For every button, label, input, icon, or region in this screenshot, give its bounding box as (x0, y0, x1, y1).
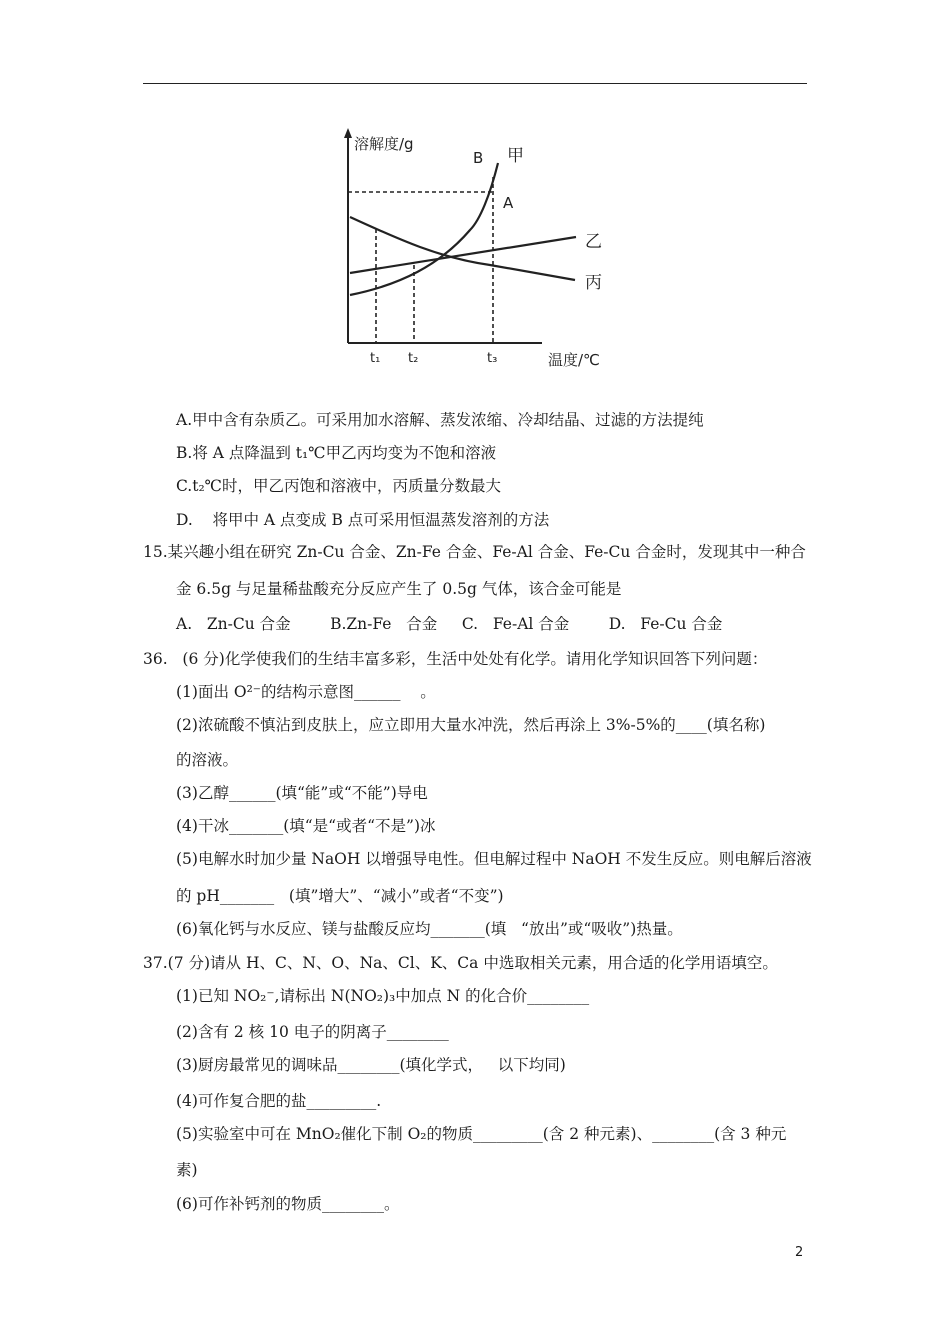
option-a-line: A.甲中含有杂质乙。可采用加水溶解、蒸发浓缩、冷却结晶、过滤的方法提纯 (176, 411, 704, 429)
question-37-item-2: (2)含有 2 核 10 电子的阴离子________ (176, 1023, 449, 1041)
point-label-a: A (503, 194, 514, 212)
y-axis-label: 溶解度/g (354, 135, 414, 153)
question-36-item-5-cont: 的 pH_______ (填”增大”、“减小”或者“不变”) (176, 887, 504, 905)
question-36-item-1: (1)面出 O²⁻的结构示意图______ 。 (176, 683, 436, 701)
question-15-line-1: 15.某兴趣小组在研究 Zn-Cu 合金、Zn-Fe 合金、Fe-Al 合金、Fe-Cu 合金时，发现其中一种合 (143, 543, 806, 561)
question-36-item-5: (5)电解水时加少量 NaOH 以增强导电性。但电解过程中 NaOH 不发生反应。则电解后溶液 (176, 850, 812, 868)
question-37-item-3: (3)厨房最常见的调味品________(填化学式， 以下均同) (176, 1056, 566, 1074)
solubility-figure (330, 125, 630, 375)
question-36-item-3: (3)乙醇______(填“能”或“不能”)导电 (176, 784, 428, 802)
curve-yi (350, 237, 576, 273)
option-c-line: C.t₂℃时，甲乙丙饱和溶液中，丙质量分数最大 (176, 477, 502, 495)
question-37-item-5: (5)实验室中可在 MnO₂催化下制 O₂的物质_________(含 2 种元素)、________(含 3 种元 (176, 1125, 787, 1143)
question-37-item-1: (1)已知 NO₂⁻,请标出 N(NO₂)₃中加点 N 的化合价________ (176, 987, 590, 1005)
option-d-line: D. 将甲中 A 点变成 B 点可采用恒温蒸发溶剂的方法 (176, 511, 550, 529)
question-36-item-6: (6)氧化钙与水反应、镁与盐酸反应均_______(填 “放出”或“吸收”)热量。 (176, 920, 683, 938)
question-37-item-4: (4)可作复合肥的盐_________. (176, 1092, 382, 1110)
option-b-line: B.将 A 点降温到 t₁℃甲乙丙均变为不饱和溶液 (176, 444, 497, 462)
question-36-item-2: (2)浓硫酸不慎沾到皮肤上，应立即用大量水冲洗，然后再涂上 3%-5%的____(填名称) (176, 716, 766, 734)
curve-bing (350, 217, 575, 280)
tick-t3: t₃ (487, 351, 498, 366)
question-15-options: A. Zn-Cu 合金 B.Zn-Fe 合金 C. Fe-Al 合金 D. Fe-Cu 合金 (176, 615, 723, 633)
question-37-item-6: (6)可作补钙剂的物质________。 (176, 1195, 400, 1213)
question-36-item-2-cont: 的溶液。 (176, 751, 239, 769)
question-36-item-4: (4)干冰_______(填“是“或者“不是”)冰 (176, 817, 436, 835)
curve-jia (350, 163, 498, 295)
question-37-item-5-cont: 素) (176, 1161, 198, 1179)
question-37-heading: 37.(7 分)请从 H、C、N、O、Na、Cl、K、Ca 中选取相关元素，用合适的化学用语填空。 (143, 954, 778, 972)
curve-label-jia: 甲 (507, 146, 524, 166)
x-axis-label: 温度/℃ (548, 351, 600, 369)
question-36-heading: 36. (6 分)化学使我们的生结丰富多彩，生活中处处有化学。请用化学知识回答下列问题： (143, 650, 768, 668)
curve-label-yi: 乙 (585, 232, 602, 252)
y-axis-arrow (344, 128, 352, 138)
curve-label-bing: 丙 (585, 273, 602, 293)
point-label-b: B (473, 149, 484, 167)
tick-t1: t₁ (370, 351, 381, 366)
tick-t2: t₂ (408, 351, 419, 366)
question-15-line-2: 金 6.5g 与足量稀盐酸充分反应产生了 0.5g 气体，该合金可能是 (176, 580, 622, 598)
header-rule (143, 83, 807, 84)
page-number: 2 (795, 1245, 804, 1260)
